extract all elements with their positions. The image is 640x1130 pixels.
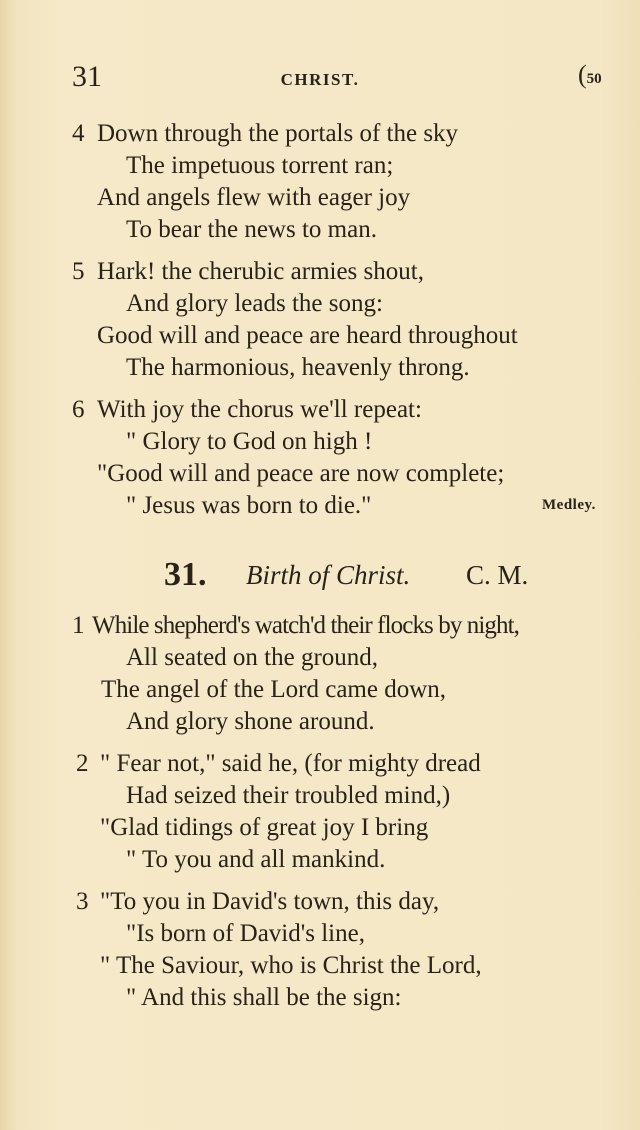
verse-line: While shepherd's watch'd their flocks by night, [92, 612, 520, 639]
verse-number: 2 [76, 750, 89, 777]
hymn-heading [0, 556, 640, 600]
verse-number: 1 [72, 612, 85, 639]
verse-line: The harmonious, heavenly throng. [126, 354, 470, 381]
verse-line: And angels flew with eager joy [97, 184, 411, 211]
hymn-number: 31. [164, 556, 207, 593]
verse-line: And glory leads the song: [126, 290, 383, 317]
hymn-reference-paren: ( [578, 60, 587, 89]
verse-number: 6 [72, 396, 85, 423]
page-number: 31 [72, 60, 102, 93]
verse-line: " Glory to God on high ! [126, 428, 373, 455]
hymn-title: Birth of Christ. [246, 560, 411, 590]
verse-line: "Good will and peace are now complete; [97, 460, 505, 487]
verse-line: All seated on the ground, [126, 644, 379, 671]
verse-line: With joy the chorus we'll repeat: [97, 396, 422, 423]
attribution: Medley. [542, 497, 596, 513]
verse-line: " And this shall be the sign: [126, 984, 402, 1011]
verse-line: The impetuous torrent ran; [126, 152, 394, 179]
verse-line: Good will and peace are heard throughout [97, 322, 518, 349]
verse-line: "To you in David's town, this day, [100, 888, 440, 915]
hymn-reference-number: 50 [586, 71, 602, 87]
verse-line: Had seized their troubled mind,) [126, 782, 451, 809]
running-title: CHRIST. [280, 70, 360, 89]
verse-line: " Jesus was born to die." [126, 492, 372, 519]
verse-line: " The Saviour, who is Christ the Lord, [100, 952, 482, 979]
verse-line: "Glad tidings of great joy I bring [100, 814, 429, 841]
verse-line: Hark! the cherubic armies shout, [97, 258, 424, 285]
verse-line: "Is born of David's line, [126, 920, 365, 947]
hymn-meter: C. M. [466, 560, 529, 590]
verse-line: And glory shone around. [126, 708, 375, 735]
verse-line: " Fear not," said he, (for mighty dread [100, 750, 481, 777]
verse-number: 4 [72, 120, 85, 147]
hymn-reference [578, 60, 602, 90]
verse-number: 3 [76, 888, 89, 915]
page-header [0, 60, 640, 100]
verse-line: Down through the portals of the sky [97, 120, 459, 147]
verse-line: The angel of the Lord came down, [101, 676, 447, 703]
verse-line: To bear the news to man. [126, 216, 377, 243]
verse-number: 5 [72, 258, 85, 285]
verse-line: " To you and all mankind. [126, 846, 386, 873]
